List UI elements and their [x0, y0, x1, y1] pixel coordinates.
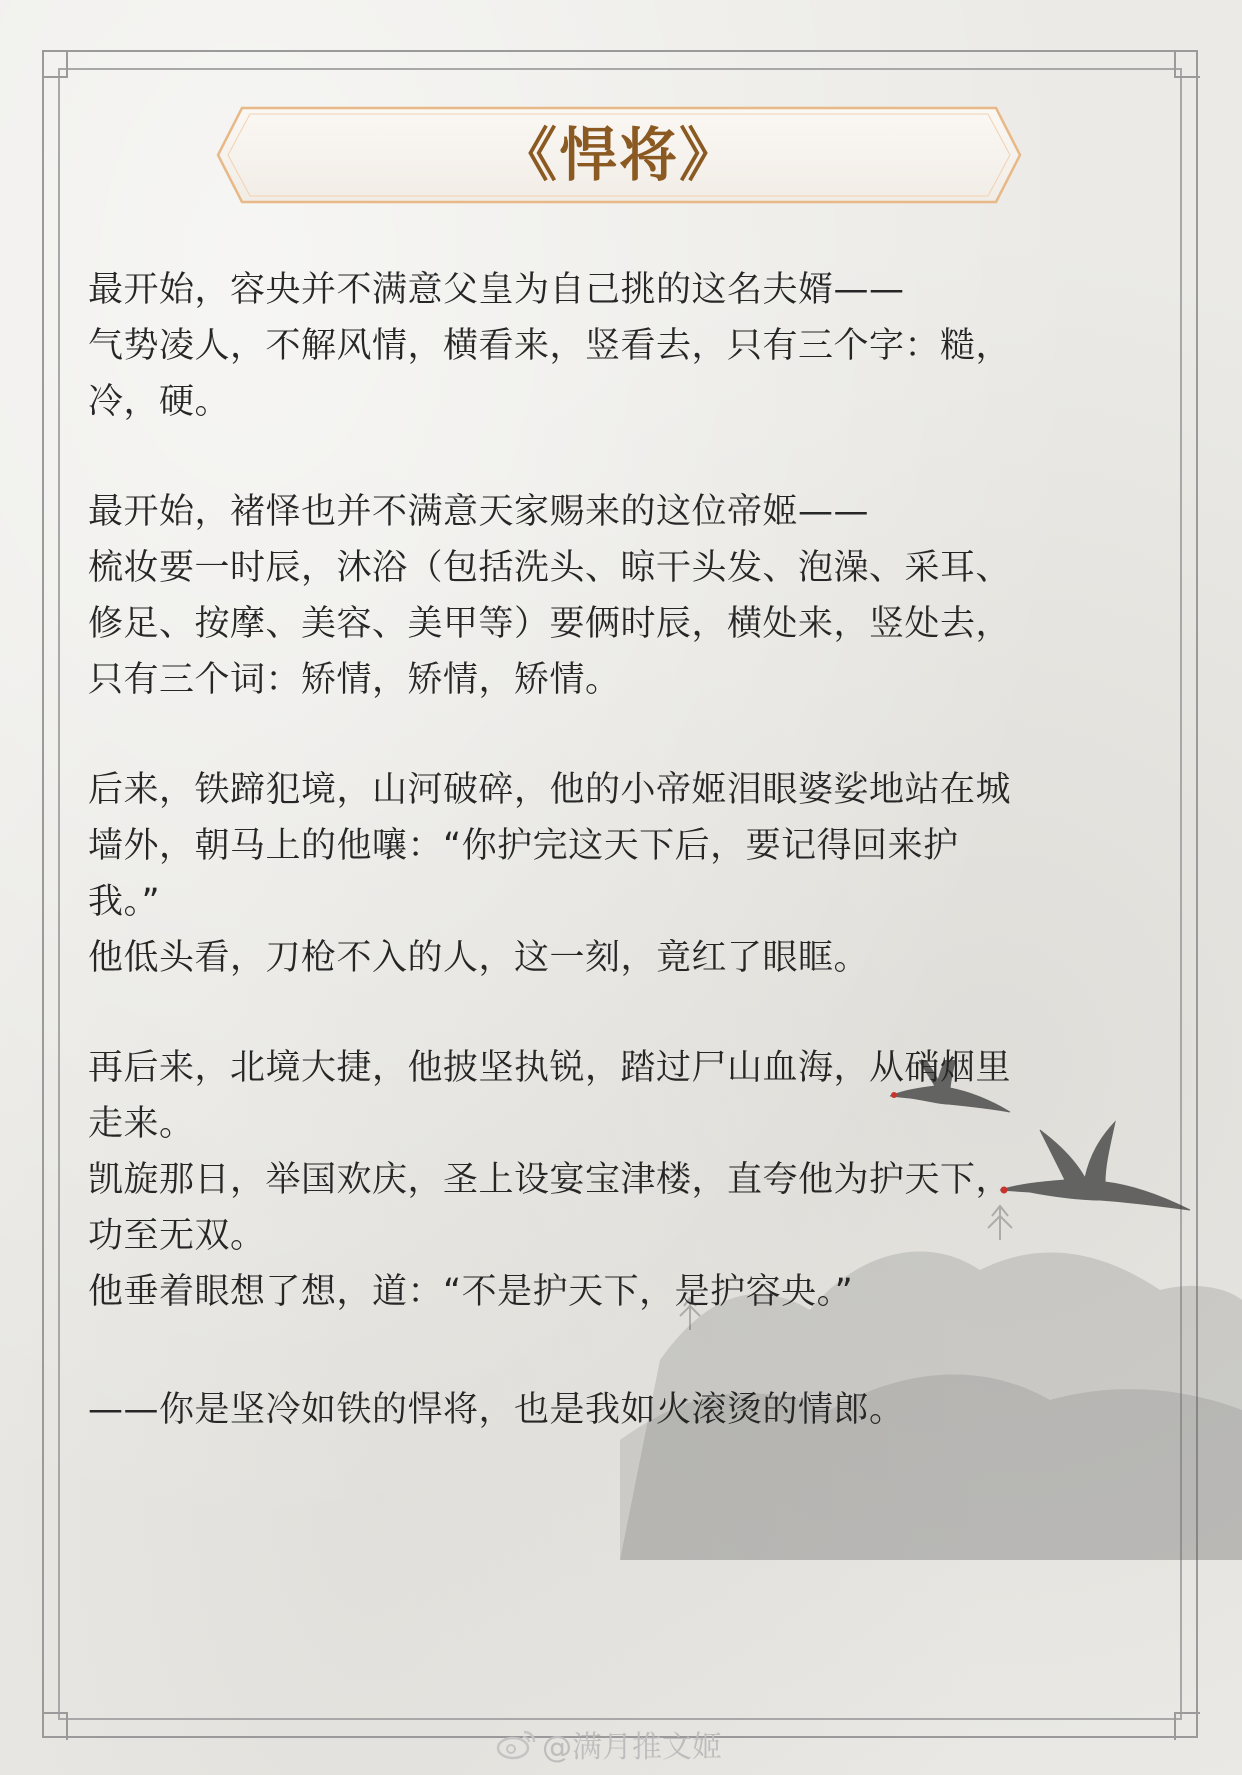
text-line: 修足、按摩、美容、美甲等）要俩时辰，横处来，竖处去，	[88, 604, 1012, 644]
text-line: 后来，铁蹄犯境，山河破碎，他的小帝姬泪眼婆娑地站在城	[88, 770, 1012, 810]
paragraph-1	[88, 262, 1148, 430]
text-line: 他低头看，刀枪不入的人，这一刻，竟红了眼眶。	[88, 938, 870, 978]
text-line: 走来。	[88, 1104, 195, 1144]
frame-corner-bottom-left	[42, 1712, 68, 1740]
closing-line: ——你是坚冷如铁的悍将，也是我如火滚烫的情郎。	[88, 1390, 905, 1430]
text-line: 再后来，北境大捷，他披坚执锐，踏过尸山血海，从硝烟里	[88, 1048, 1012, 1088]
text-line: 我。”	[88, 882, 161, 922]
text-line: 最开始，褚怿也并不满意天家赐来的这位帝姬——	[88, 492, 870, 532]
paragraph-3	[88, 762, 1148, 986]
text-line: 他垂着眼想了想，道：“不是护天下，是护容央。”	[88, 1272, 854, 1312]
closing-paragraph	[88, 1382, 1148, 1438]
title-banner	[216, 106, 1022, 204]
paragraph-4	[88, 1040, 1148, 1320]
frame-corner-top-right	[1174, 50, 1200, 78]
paragraph-2	[88, 484, 1148, 708]
watermark-text: @满月推文姬	[542, 1730, 722, 1765]
frame-corner-bottom-right	[1174, 1712, 1200, 1740]
text-line: 冷，硬。	[88, 382, 231, 422]
frame-corner-top-left	[42, 50, 68, 78]
text-line: 墙外，朝马上的他嚷：“你护完这天下后，要记得回来护	[88, 826, 959, 866]
text-line: 功至无双。	[88, 1216, 266, 1256]
text-line: 梳妆要一时辰，沐浴（包括洗头、晾干头发、泡澡、采耳、	[88, 548, 1012, 588]
text-line: 凯旋那日，举国欢庆，圣上设宴宝津楼，直夸他为护天下，	[88, 1160, 1012, 1200]
story-content	[88, 262, 1148, 1492]
text-line: 只有三个词：矫情，矫情，矫情。	[88, 660, 621, 700]
page-title: 《悍将》	[498, 121, 739, 189]
text-line: 气势凌人，不解风情，横看来，竖看去，只有三个字：糙，	[88, 326, 1012, 366]
watermark	[496, 1722, 722, 1766]
weibo-icon	[496, 1728, 536, 1760]
text-line: 最开始，容央并不满意父皇为自己挑的这名夫婿——	[88, 270, 905, 310]
